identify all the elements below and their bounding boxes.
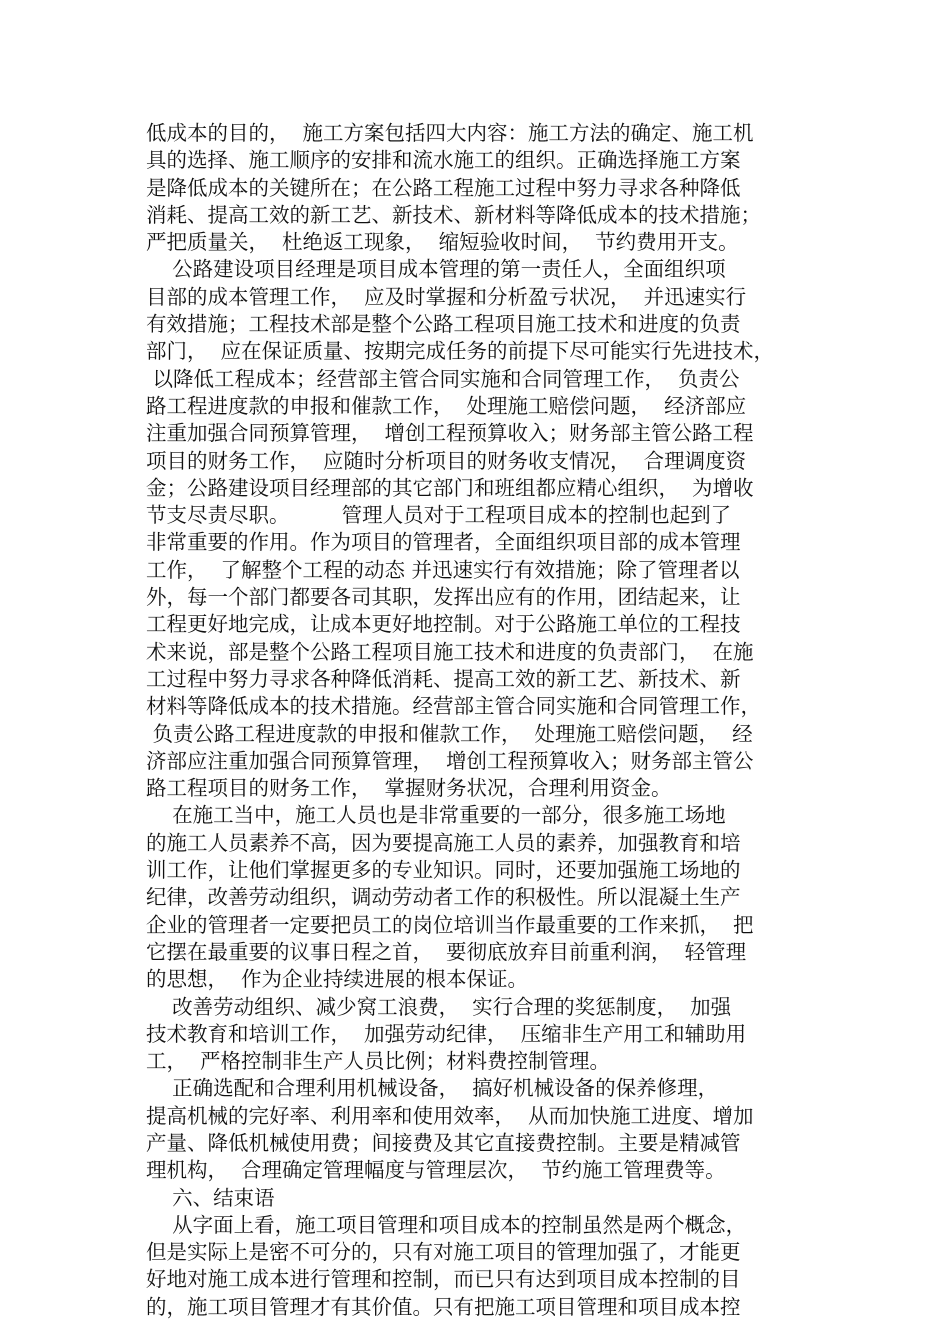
- text-line: 技术教育和培训工作， 加强劳动纪律， 压缩非生产用工和辅助用: [146, 1021, 747, 1046]
- text-line: 的，施工项目管理才有其价值。只有把施工项目管理和项目成本控: [146, 1294, 741, 1319]
- text-line: 纪律，改善劳动组织，调动劳动者工作的积极性。所以混凝土生产: [146, 885, 741, 910]
- text-line: 的施工人员素养不高，因为要提高施工人员的素养，加强教育和培: [146, 830, 741, 855]
- text-line: 是降低成本的关键所在；在公路工程施工过程中努力寻求各种降低: [146, 175, 741, 200]
- text-line: 金；公路建设项目经理部的其它部门和班组都应精心组织， 为增收: [146, 475, 754, 500]
- text-line: 在施工当中，施工人员也是非常重要的一部分，很多施工场地: [146, 803, 726, 828]
- text-line: 工过程中努力寻求各种降低消耗、提高工效的新工艺、新技术、新: [146, 666, 741, 691]
- text-line: 好地对施工成本进行管理和控制，而已只有达到项目成本控制的目: [146, 1267, 741, 1292]
- text-line: 外，每一个部门都要各司其职，发挥出应有的作用，团结起来，让: [146, 585, 741, 610]
- text-line: 工程更好地完成，让成本更好地控制。对于公路施工单位的工程技: [146, 612, 741, 637]
- text-line: 改善劳动组织、减少窝工浪费， 实行合理的奖惩制度， 加强: [146, 994, 732, 1019]
- text-line: 有效措施；工程技术部是整个公路工程项目施工技术和进度的负责: [146, 312, 741, 337]
- text-line: 部门， 应在保证质量、按期完成任务的前提下尽可能实行先进技术，: [146, 339, 775, 364]
- text-line: 材料等降低成本的技术措施。经营部主管合同实施和合同管理工作，: [146, 694, 761, 719]
- text-line: 目部的成本管理工作， 应及时掌握和分析盈亏状况， 并迅速实行: [146, 284, 747, 309]
- text-line: 企业的管理者一定要把员工的岗位培训当作最重要的工作来抓， 把: [146, 912, 754, 937]
- text-line: 公路建设项目经理是项目成本管理的第一责任人，全面组织项: [146, 257, 726, 282]
- text-line: 路工程项目的财务工作， 掌握财务状况，合理利用资金。: [146, 776, 672, 801]
- text-line: 工， 严格控制非生产人员比例；材料费控制管理。: [146, 1049, 611, 1074]
- text-line: 正确选配和合理利用机械设备， 搞好机械设备的保养修理，: [146, 1076, 719, 1101]
- body-text: [146, 120, 816, 1321]
- text-line: 负责公路工程进度款的申报和催款工作， 处理施工赔偿问题， 经: [146, 721, 753, 746]
- text-line: 工作， 了解整个工程的动态 并迅速实行有效措施；除了管理者以: [146, 557, 740, 582]
- text-line: 消耗、提高工效的新工艺、新技术、新材料等降低成本的技术措施；: [146, 202, 761, 227]
- text-line: 注重加强合同预算管理， 增创工程预算收入；财务部主管公路工程: [146, 421, 754, 446]
- text-line: 路工程进度款的申报和催款工作， 处理施工赔偿问题， 经济部应: [146, 393, 747, 418]
- text-line: 以降低工程成本；经营部主管合同实施和合同管理工作， 负责公: [146, 366, 740, 391]
- text-line: 从字面上看，施工项目管理和项目成本的控制虽然是两个概念，: [146, 1212, 747, 1237]
- text-line: 济部应注重加强合同预算管理， 增创工程预算收入；财务部主管公: [146, 748, 754, 773]
- text-line: 非常重要的作用。作为项目的管理者，全面组织项目部的成本管理: [146, 530, 741, 555]
- text-line: 训工作，让他们掌握更多的专业知识。同时，还要加强施工场地的: [146, 858, 741, 883]
- text-line: 它摆在最重要的议事日程之首， 要彻底放弃目前重利润， 轻管理: [146, 939, 747, 964]
- text-line: 具的选择、施工顺序的安排和流水施工的组织。正确选择施工方案: [146, 148, 741, 173]
- text-line: 提高机械的完好率、利用率和使用效率， 从而加快施工进度、增加: [146, 1103, 754, 1128]
- text-line: 低成本的目的， 施工方案包括四大内容：施工方法的确定、施工机: [146, 121, 754, 145]
- text-line: 术来说，部是整个公路工程项目施工技术和进度的负责部门， 在施: [146, 639, 754, 664]
- text-line: 产量、降低机械使用费；间接费及其它直接费控制。主要是精减管: [146, 1130, 741, 1155]
- text-line: 项目的财务工作， 应随时分析项目的财务收支情况， 合理调度资: [146, 448, 747, 473]
- text-line: 节支尽责尽职。 管理人员对于工程项目成本的控制也起到了: [146, 503, 732, 528]
- text-line: 但是实际上是密不可分的，只有对施工项目的管理加强了，才能更: [146, 1240, 741, 1265]
- text-line: 六、结束语: [146, 1185, 275, 1210]
- text-line: 理机构， 合理确定管理幅度与管理层次， 节约施工管理费等。: [146, 1158, 726, 1183]
- text-line: 严把质量关， 杜绝返工现象， 缩短验收时间， 节约费用开支。: [146, 230, 739, 255]
- text-line: 的思想， 作为企业持续进展的根本保证。: [146, 967, 529, 992]
